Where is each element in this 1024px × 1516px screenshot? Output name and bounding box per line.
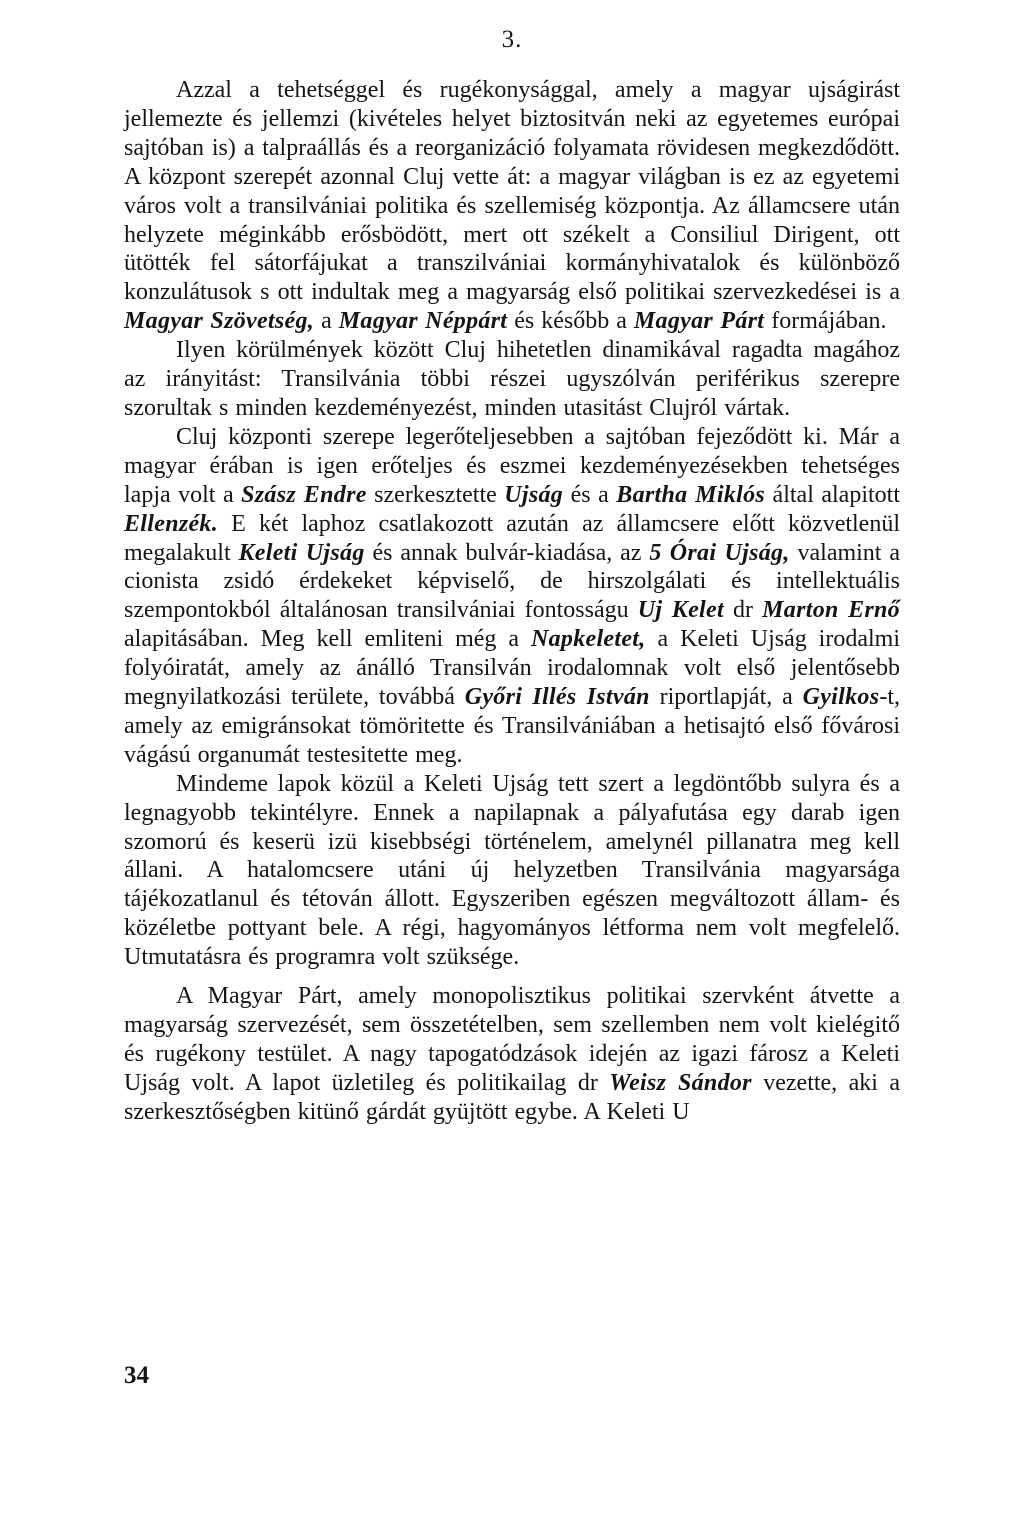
italic-title: Uj Kelet [637, 597, 724, 624]
text-run: és annak bulvár-kiadása, az [364, 539, 650, 566]
paragraph [124, 76, 900, 336]
text-run: A Magyar Párt, amely monopolisztikus politikai szervként átvette a magyarság szervezését, sem összetételben, sem szellemben nem volt kielégitő és rugékony testület. A nagy tapogatódzások idején az igazi fárosz a Keleti Ujság volt. A lapot üzletileg és politikailag dr [124, 983, 900, 1096]
italic-title: Szász Endre [241, 481, 367, 508]
italic-title: Weisz Sándor [609, 1069, 752, 1096]
italic-title: Győri Illés István [464, 684, 650, 711]
text-run: Mindeme lapok közül a Keleti Ujság tett szert a legdöntőbb sulyra és a legnagyobb tekintélyre. Ennek a napilapnak a pályafutása egy darab igen szomorú és keserü izü kisebbségi történelem, amelynél pillanatra meg kell állani. A hatalomcsere utáni új helyzetben Transilvánia magyarsága tájékozatlanul és tétován állott. Egyszeriben egészen megváltozott állam- és közéletbe pottyant bele. A régi, hagyományos létforma nem volt megfelelő. Utmutatásra és programra volt szüksége. [124, 770, 900, 971]
italic-title: 5 Órai Ujság, [649, 539, 790, 566]
text-run: szerkesztette [366, 481, 505, 508]
text-run: vezette, aki a szerkesztőségben kitünő gárdát gyüjtött egybe. A Keleti U [124, 1069, 900, 1125]
italic-title: Ellenzék. [124, 510, 219, 537]
paragraph [124, 423, 900, 770]
text-run: valamint a cionista zsidó érdekeket képviselő, de hirszolgálati és intellektuális szempontokból általánosan transilvániai fontosságu [124, 539, 900, 624]
italic-title: Gyilkos [802, 684, 880, 711]
text-run: Cluj központi szerepe legerőteljesebben a sajtóban fejeződött ki. Már a magyar érában is igen erőteljes és eszmei kezdeményezésekben tehetséges lapja volt a [124, 423, 900, 508]
italic-title: Magyar Néppárt [338, 308, 508, 335]
text-run: dr [723, 597, 763, 624]
text-run: formájában. [764, 308, 887, 335]
text-run: riportlapját, a [649, 684, 803, 711]
text-run: E két laphoz csatlakozott azután az államcsere előtt közvetlenül megalakult [124, 510, 900, 566]
text-run: és később a [507, 308, 634, 335]
paragraph [124, 982, 900, 1127]
italic-title: Magyar Párt [633, 308, 765, 335]
text-run: alapitásában. Meg kell emliteni még a [124, 626, 531, 653]
page-number: 34 [124, 1362, 149, 1389]
italic-title: Napkeletet, [530, 626, 646, 653]
text-run: a Keleti Ujság irodalmi folyóiratát, amely az ánálló Transilván irodalomnak volt első jelentősebb megnyilatkozási területe, továbbá [124, 626, 901, 711]
text-run: által alapitott [765, 481, 901, 508]
paragraph [124, 770, 900, 972]
italic-title: Magyar Szövetség, [124, 308, 315, 335]
italic-title: Marton Ernő [762, 597, 900, 624]
italic-title: Bartha Miklós [616, 481, 766, 508]
text-run: -t, amely az emigránsokat tömöritette és Transilvániában a hetisajtó első fővárosi vágású organumát testesitette meg. [124, 684, 901, 768]
section-number: 3. [501, 26, 523, 53]
text-run: Ilyen körülmények között Cluj hihetetlen dinamikával ragadta magához az irányitást: Transilvánia többi részei ugyszólván periférikus szerepre szorultak s minden kezdeményezést, minden utasitást Clujról vártak. [124, 337, 900, 421]
italic-title: Ujság [504, 481, 564, 508]
paragraph [124, 336, 900, 423]
text-run: és a [563, 481, 617, 508]
text-run: a [314, 308, 339, 335]
body-text [124, 76, 900, 1127]
italic-title: Keleti Ujság [238, 539, 365, 566]
text-run: Azzal a tehetséggel és rugékonysággal, amely a magyar ujságirást jellemezte és jellemzi (kivételes helyet biztositván neki az egyetemes európai sajtóban is) a talpraállás és a reorganizáció folyamata rövidesen megkezdődött. A központ szerepét azonnal Cluj vette át: a magyar világban is ez az egyetemi város volt a transilvániai politika és szellemiség központja. Az államcsere után helyzete méginkább erősbödött, mert ott székelt a Consiliul Dirigent, ott ütötték fel sátorfájukat a transzilvániai kormányhivatalok és különböző konzulátusok s ott indultak meg a magyarság első politikai szervezkedései is a [124, 77, 900, 306]
